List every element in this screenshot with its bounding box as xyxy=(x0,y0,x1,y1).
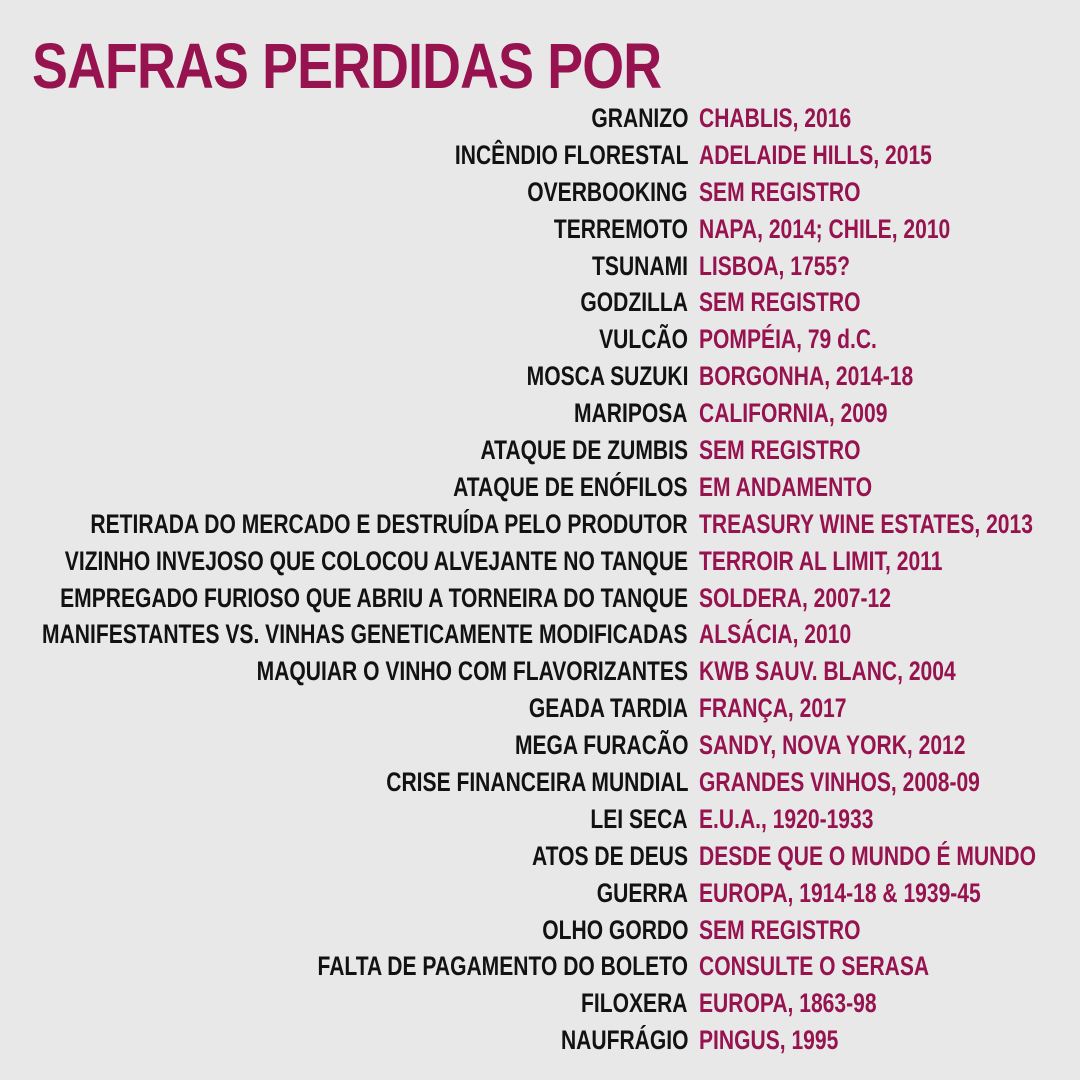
result-label: SEM REGISTRO xyxy=(699,435,861,466)
list-item xyxy=(0,948,1080,985)
result-label: SANDY, NOVA YORK, 2012 xyxy=(699,730,966,761)
result-label: BORGONHA, 2014-18 xyxy=(699,361,914,392)
cause-label: NAUFRÁGIO xyxy=(560,1025,688,1056)
result-label: SEM REGISTRO xyxy=(699,287,861,318)
cause-label: GODZILLA xyxy=(580,287,688,318)
result-label: POMPÉIA, 79 d.C. xyxy=(699,324,877,355)
result-label: NAPA, 2014; CHILE, 2010 xyxy=(699,213,951,244)
cause-label: GUERRA xyxy=(596,877,688,908)
list-item xyxy=(0,248,1080,285)
list-item xyxy=(0,506,1080,543)
cause-label: INCÊNDIO FLORESTAL xyxy=(454,139,688,170)
cause-label: ATAQUE DE ZUMBIS xyxy=(480,435,688,466)
cause-label: ATOS DE DEUS xyxy=(531,840,688,871)
list-item xyxy=(0,100,1080,137)
list-item xyxy=(0,284,1080,321)
result-label: TREASURY WINE ESTATES, 2013 xyxy=(699,508,1033,539)
cause-label: VULCÃO xyxy=(599,324,688,355)
cause-label: TERREMOTO xyxy=(553,213,688,244)
list-item xyxy=(0,1022,1080,1059)
result-label: EM ANDAMENTO xyxy=(699,471,873,502)
list-item xyxy=(0,137,1080,174)
cause-label: MANIFESTANTES VS. VINHAS GENETICAMENTE MODIFICADAS xyxy=(42,619,688,650)
list-item xyxy=(0,174,1080,211)
list-item xyxy=(0,211,1080,248)
loss-list xyxy=(0,100,1080,1059)
cause-label: CRISE FINANCEIRA MUNDIAL xyxy=(385,767,688,798)
result-label: LISBOA, 1755? xyxy=(699,250,850,281)
cause-label: FALTA DE PAGAMENTO DO BOLETO xyxy=(317,951,688,982)
list-item xyxy=(0,469,1080,506)
list-item xyxy=(0,321,1080,358)
result-label: ALSÁCIA, 2010 xyxy=(699,619,852,650)
list-item xyxy=(0,875,1080,912)
cause-label: GRANIZO xyxy=(590,103,688,133)
cause-label: EMPREGADO FURIOSO QUE ABRIU A TORNEIRA DO TANQUE xyxy=(60,582,688,613)
result-label: SEM REGISTRO xyxy=(699,176,861,207)
cause-label: MEGA FURACÃO xyxy=(514,730,688,761)
result-label: SEM REGISTRO xyxy=(699,914,861,945)
result-label: CHABLIS, 2016 xyxy=(699,103,852,133)
result-label: PINGUS, 1995 xyxy=(699,1025,839,1056)
cause-label: MOSCA SUZUKI xyxy=(526,361,688,392)
list-item xyxy=(0,912,1080,949)
list-item xyxy=(0,395,1080,432)
result-label: GRANDES VINHOS, 2008-09 xyxy=(699,767,980,798)
list-item xyxy=(0,985,1080,1022)
list-item xyxy=(0,653,1080,690)
list-item xyxy=(0,580,1080,617)
cause-label: VIZINHO INVEJOSO QUE COLOCOU ALVEJANTE NO TANQUE xyxy=(64,545,688,576)
cause-label: OLHO GORDO xyxy=(541,914,688,945)
result-label: KWB SAUV. BLANC, 2004 xyxy=(699,656,956,687)
cause-label: OVERBOOKING xyxy=(527,176,688,207)
cause-label: TSUNAMI xyxy=(592,250,688,281)
list-item xyxy=(0,432,1080,469)
cause-label: MAQUIAR O VINHO COM FLAVORIZANTES xyxy=(256,656,688,687)
page-title: SAFRAS PERDIDAS POR xyxy=(32,30,662,102)
list-item xyxy=(0,543,1080,580)
result-label: CALIFORNIA, 2009 xyxy=(699,398,888,429)
result-label: FRANÇA, 2017 xyxy=(699,693,847,724)
list-item xyxy=(0,358,1080,395)
list-item xyxy=(0,838,1080,875)
cause-label: GEADA TARDIA xyxy=(528,693,688,724)
result-label: TERROIR AL LIMIT, 2011 xyxy=(699,545,943,576)
result-label: CONSULTE O SERASA xyxy=(699,951,930,982)
result-label: E.U.A., 1920-1933 xyxy=(699,803,874,834)
cause-label: FILOXERA xyxy=(581,988,688,1019)
cause-label: ATAQUE DE ENÓFILOS xyxy=(453,471,688,502)
result-label: SOLDERA, 2007-12 xyxy=(699,582,891,613)
list-item xyxy=(0,727,1080,764)
cause-label: RETIRADA DO MERCADO E DESTRUÍDA PELO PRODUTOR xyxy=(90,508,688,539)
result-label: EUROPA, 1914-18 & 1939-45 xyxy=(699,877,981,908)
list-item xyxy=(0,690,1080,727)
list-item xyxy=(0,801,1080,838)
result-label: ADELAIDE HILLS, 2015 xyxy=(699,139,932,170)
result-label: EUROPA, 1863-98 xyxy=(699,988,877,1019)
result-label: DESDE QUE O MUNDO É MUNDO xyxy=(699,840,1036,871)
cause-label: LEI SECA xyxy=(590,803,688,834)
list-item xyxy=(0,616,1080,653)
list-item xyxy=(0,764,1080,801)
cause-label: MARIPOSA xyxy=(574,398,688,429)
